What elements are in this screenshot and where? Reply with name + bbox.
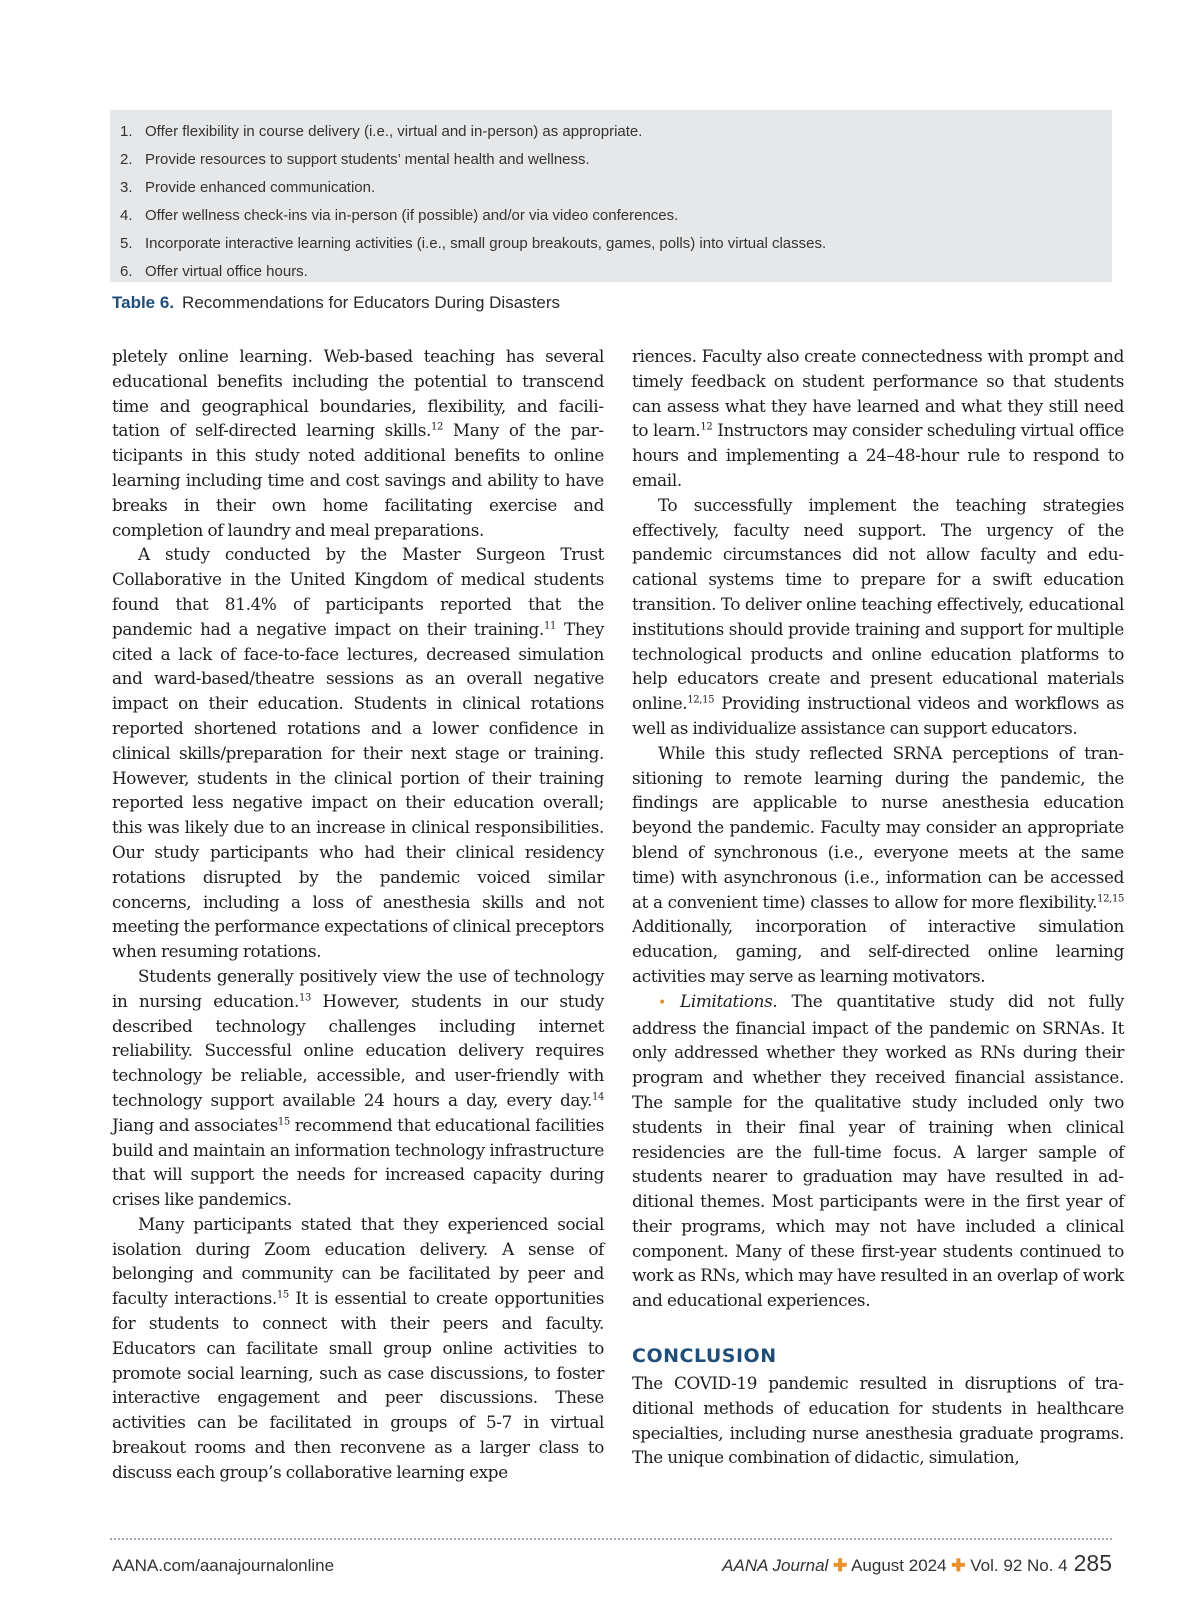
table-caption-text: Recommendations for Educators During Disasters <box>182 293 560 312</box>
run-in-heading: Limitations. <box>680 990 778 1011</box>
text-run: Many participants stated that they experienced social isolation during Zoom education delivery. A sense of belonging and community can be facilitated by peer and faculty interactions. <box>112 1213 604 1309</box>
list-item <box>120 230 1112 258</box>
item-text: Offer flexibility in course delivery (i.e., virtual and in-person) as appropriate. <box>145 123 643 140</box>
text-run: However, students in our study described technology challenges including internet reliability. Successful online education delivery requires technology be reliable, accessible, and user-friendly with technology support available 24 hours a day, every day. <box>112 990 604 1110</box>
page-footer <box>112 1550 1112 1580</box>
journal-website: AANA.com/aanajournalonline <box>112 1556 335 1575</box>
text-run: While this study reflected SRNA perceptions of transitioning to remote learning during the pandemic, the findings are applicable to nurse anesthesia education beyond the pandemic. Faculty may consider an appropriate blend of synchronous (i.e., everyone meets at the same time) with asynchronous (i.e., information can be accessed at a convenient time) classes to allow for more flexibility. <box>632 742 1124 912</box>
text-run: Additionally, incorporation of interactive simulation education, gaming, and self-directed online learning activities may serve as learning motivators. <box>632 916 1124 986</box>
item-number: 5. <box>120 235 133 252</box>
text-run: Jiang and associates <box>112 1114 278 1135</box>
text-run: A study conducted by the Master Surgeon Trust Collaborative in the United Kingdom of medical students found that 81.4% of participants reported that the pandemic had a negative impact on their training. <box>112 544 604 639</box>
left-column <box>112 344 604 1485</box>
body-paragraph <box>112 542 604 964</box>
citation-ref: 15 <box>276 1289 289 1301</box>
citation-ref: 12 <box>430 421 443 433</box>
item-number: 1. <box>120 123 133 140</box>
plus-icon: ✚ <box>951 1556 966 1575</box>
text-run: Providing instructional videos and workflows as well as individualize assistance can support educators. <box>632 693 1124 738</box>
item-text: Provide enhanced communication. <box>145 179 376 196</box>
body-paragraph <box>112 344 604 542</box>
citation-ref: 12,15 <box>687 694 715 706</box>
text-run: recommend that educational facilities build and maintain an information technology infrastructure that will support the needs for increased capacity during crises like pandemics. <box>112 1114 605 1210</box>
text-run: Students generally positively view the use of technology in nursing education. <box>112 965 604 1011</box>
item-number: 6. <box>120 263 133 280</box>
citation-ref: 11 <box>543 620 556 632</box>
journal-name: AANA Journal <box>722 1556 829 1575</box>
journal-info <box>722 1550 1112 1577</box>
body-paragraph <box>632 1371 1124 1470</box>
issue-date: August 2024 <box>851 1556 947 1575</box>
text-run: pletely online learning. Web-based teaching has several educational benefits including the potential to transcend time and geographical boundaries, flexibility, and facilitation of self-directed learning skills. <box>112 346 604 441</box>
body-paragraph <box>632 741 1124 989</box>
footer-divider <box>110 1538 1112 1540</box>
volume-issue: Vol. 92 No. 4 <box>970 1556 1068 1575</box>
bullet-icon: • <box>658 994 666 1011</box>
table-caption <box>112 293 560 313</box>
item-text: Offer virtual office hours. <box>145 263 308 280</box>
citation-ref: 13 <box>298 992 312 1004</box>
table-6 <box>110 110 1112 282</box>
table-caption-label: Table 6. <box>112 293 175 312</box>
citation-ref: 12 <box>700 421 713 433</box>
item-text: Offer wellness check-ins via in-person (if possible) and/or via video conferences. <box>145 207 679 224</box>
list-item <box>120 258 1112 286</box>
list-item <box>120 118 1112 146</box>
citation-ref: 12,15 <box>1097 892 1124 904</box>
item-number: 3. <box>120 179 133 196</box>
page-number: 285 <box>1073 1550 1112 1576</box>
text-run: They cited a lack of face-to-face lectures, decreased simulation and ward-based/theatre sessions as an overall negative impact on their education. Students in clinical rotations reported shortened rotations and a lower confidence in clinical skills/preparation for their next stage or training. However, students in the clinical portion of their training reported less negative impact on their education overall; this was likely due to an increase in clinical responsibilities. Our study participants who had their clinical residency rotations disrupted by the pandemic voiced similar concerns, including a loss of anesthesia skills and not meeting the performance expectations of clinical preceptors when resuming rotations. <box>112 618 604 962</box>
text-run: riences. Faculty also create connectedness with prompt and timely feedback on student performance so that students can assess what they have learned and what they still need to learn. <box>632 346 1124 441</box>
body-paragraph <box>112 964 604 1212</box>
item-text: Provide resources to support students’ mental health and wellness. <box>145 151 590 168</box>
right-column <box>632 344 1124 1470</box>
citation-ref: 15 <box>277 1116 290 1128</box>
recommendations-list <box>110 110 1112 286</box>
list-item <box>120 202 1112 230</box>
list-item <box>120 146 1112 174</box>
text-run: Many of the participants in this study noted additional benefits to online learning including time and cost savings and ability to have breaks in their own home facilitating exercise and completion of laundry and meal preparations. <box>112 420 605 540</box>
item-text: Incorporate interactive learning activities (i.e., small group breakouts, games, polls) into virtual classes. <box>145 235 827 252</box>
item-number: 2. <box>120 151 133 168</box>
limitations-paragraph <box>632 989 1124 1313</box>
text-run: It is essential to create opportunities for students to connect with their peers and faculty. Educators can facilitate small group online activities to promote social learning, such as case discussions, to foster interactive engagement and peer discussions. These activities can be facilitated in groups of 5-7 in virtual breakout rooms and then reconvene as a larger class to discuss each group’s collaborative learning expe <box>112 1288 604 1482</box>
section-heading-conclusion: CONCLUSION <box>632 1345 777 1368</box>
body-paragraph <box>632 493 1124 741</box>
text-run: The COVID-19 pandemic resulted in disruptions of traditional methods of education for students in healthcare specialties, including nurse anesthesia graduate programs. The unique combination of didactic, simulation, <box>632 1373 1124 1468</box>
body-paragraph <box>112 1212 604 1485</box>
plus-icon: ✚ <box>833 1556 848 1575</box>
list-item <box>120 174 1112 202</box>
text-run: Instructors may consider scheduling virtual office hours and implementing a 24–48-hour rule to respond to email. <box>632 420 1125 490</box>
text-run: The quantitative study did not fully address the financial impact of the pandemic on SRNAs. It only addressed whether they worked as RNs during their program and whether they received financial assistance. The sample for the qualitative study included only two students in their final year of training when clinical residencies are the full-time focus. A larger sample of students nearer to graduation may have resulted in additional themes. Most participants were in the first year of their programs, which may not have included a clinical component. Many of these first-year students continued to work as RNs, which may have resulted in an overlap of work and educational experiences. <box>632 990 1125 1311</box>
text-run: To successfully implement the teaching strategies effectively, faculty need support. The urgency of the pandemic circumstances did not allow faculty and educational systems time to prepare for a swift education transition. To deliver online teaching effectively, educational institutions should provide training and support for multiple technological products and online education platforms to help educators create and present educational materials online. <box>632 494 1124 714</box>
body-paragraph <box>632 344 1124 493</box>
item-number: 4. <box>120 207 133 224</box>
citation-ref: 14 <box>591 1091 604 1103</box>
